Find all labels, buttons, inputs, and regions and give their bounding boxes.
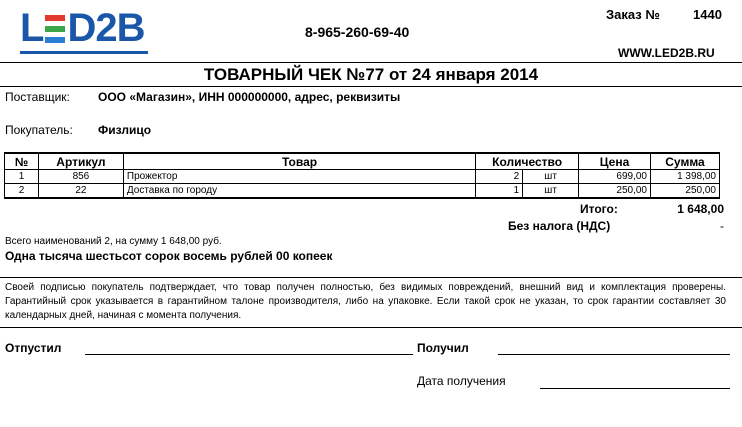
items-count-text: Всего наименований 2, на сумму 1 648,00 руб. xyxy=(5,236,222,247)
vat-label: Без налога (НДС) xyxy=(508,219,611,233)
total-value: 1 648,00 xyxy=(677,202,724,216)
amount-in-words: Одна тысяча шестьсот сорок восемь рублей 00 копеек xyxy=(5,249,333,263)
col-article: Артикул xyxy=(38,153,123,170)
page-title: ТОВАРНЫЙ ЧЕК №77 от 24 января 2014 xyxy=(203,65,539,84)
cell-num: 2 xyxy=(5,184,39,199)
cell-article: 856 xyxy=(38,170,123,184)
cell-qty: 1 xyxy=(476,184,523,199)
cell-qty: 2 xyxy=(476,170,523,184)
received-date-label: Дата получения xyxy=(417,374,506,388)
cell-article: 22 xyxy=(38,184,123,199)
phone: 8-965-260-69-40 xyxy=(305,24,410,40)
order-number: 1440 xyxy=(693,7,722,22)
col-quantity: Количество xyxy=(476,153,579,170)
supplier-label: Поставщик: xyxy=(5,90,70,104)
col-num: № xyxy=(5,153,39,170)
buyer-value: Физлицо xyxy=(98,123,152,137)
total-label: Итого: xyxy=(580,202,618,216)
logo-underline xyxy=(20,51,148,54)
table-header-row xyxy=(5,153,720,170)
released-label: Отпустил xyxy=(5,341,62,355)
logo: L D2B xyxy=(20,6,145,50)
order-label: Заказ № xyxy=(606,7,660,22)
supplier-value: ООО «Магазин», ИНН 000000000, адрес, реквизиты xyxy=(98,90,401,104)
received-label: Получил xyxy=(417,341,469,355)
logo-e-led-icon xyxy=(45,15,65,43)
table-row xyxy=(5,170,720,184)
cell-price: 699,00 xyxy=(579,170,651,184)
col-sum: Сумма xyxy=(650,153,719,170)
cell-product: Доставка по городу xyxy=(123,184,475,199)
title-divider xyxy=(0,86,742,87)
website: WWW.LED2B.RU xyxy=(618,46,715,60)
items-table xyxy=(4,152,720,199)
cell-sum: 250,00 xyxy=(650,184,719,199)
signature-divider xyxy=(0,327,742,328)
cell-sum: 1 398,00 xyxy=(650,170,719,184)
top-divider xyxy=(0,62,742,63)
received-date-line xyxy=(540,388,730,389)
disclaimer-divider xyxy=(0,277,742,278)
col-price: Цена xyxy=(579,153,651,170)
released-signature-line xyxy=(85,354,413,355)
cell-unit: шт xyxy=(523,184,579,199)
cell-price: 250,00 xyxy=(579,184,651,199)
cell-product: Прожектор xyxy=(123,170,475,184)
col-product: Товар xyxy=(123,153,475,170)
buyer-label: Покупатель: xyxy=(5,123,73,137)
received-signature-line xyxy=(498,354,730,355)
cell-unit: шт xyxy=(523,170,579,184)
disclaimer-text: Своей подписью покупатель подтверждает, что товар получен полностью, без видимых повреждений, внешний вид и комплектация проверены. Гарантийный срок указывается в гарантийном талоне производителя, либо на упаковке. Если такой срок не указан, то срок гарантии составляет 30 календарных дней, начиная с момента получения. xyxy=(5,282,726,321)
cell-num: 1 xyxy=(5,170,39,184)
table-row xyxy=(5,184,720,199)
vat-value: - xyxy=(720,219,724,233)
